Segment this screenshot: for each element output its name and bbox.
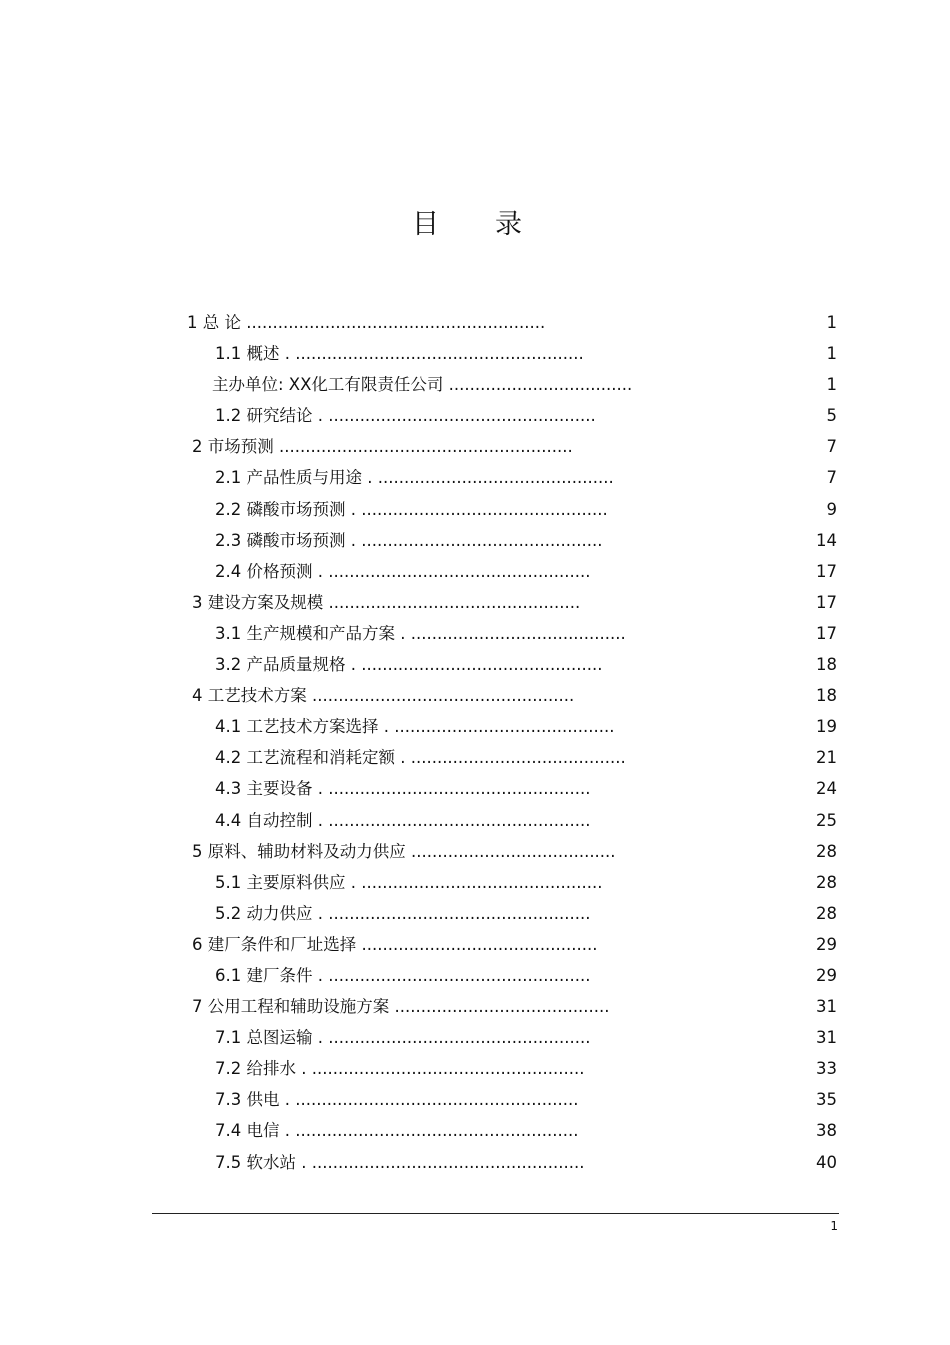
toc-entry-title: 3.2 产品质量规格 . .............................................. [215, 655, 603, 675]
toc-entry[interactable] [0, 587, 950, 618]
footer-divider [152, 1213, 839, 1214]
toc-entry-page-number: 19 [816, 717, 837, 737]
toc-entry-page-number: 29 [816, 934, 837, 954]
toc-entry-page-number: 7 [826, 437, 837, 457]
toc-entry-page-number: 28 [816, 872, 837, 892]
toc-entry-title: 2.2 磷酸市场预测 . ............................................... [215, 499, 608, 519]
toc-entry[interactable] [0, 1053, 950, 1084]
toc-entry-title: 7.4 电信 . ...................................................... [215, 1121, 579, 1141]
toc-entry[interactable] [0, 680, 950, 711]
toc-entry[interactable] [0, 338, 950, 369]
toc-entry-title: 7.3 供电 . ...................................................... [215, 1090, 579, 1110]
toc-entry-title: 5.1 主要原料供应 . .............................................. [215, 872, 603, 892]
toc-entry[interactable] [0, 805, 950, 836]
footer-page-number: 1 [830, 1219, 838, 1233]
toc-entry[interactable] [0, 462, 950, 493]
toc-entry[interactable] [0, 960, 950, 991]
toc-entry-page-number: 18 [816, 655, 837, 675]
toc-entry-page-number: 35 [816, 1090, 837, 1110]
toc-entry[interactable] [0, 711, 950, 742]
toc-entry-title: 2.4 价格预测 . .................................................. [215, 561, 591, 581]
toc-entry-title: 4.3 主要设备 . .................................................. [215, 779, 591, 799]
toc-entry-page-number: 38 [816, 1121, 837, 1141]
toc-entry-title: 1.2 研究结论 . ................................................... [215, 406, 596, 426]
toc-entry[interactable] [0, 929, 950, 960]
toc-entry-page-number: 1 [826, 313, 837, 332]
toc-entry-page-number: 33 [816, 1059, 837, 1079]
toc-entry-title: 5 原料、辅助材料及动力供应 ....................................... [192, 841, 616, 861]
toc-entry-title: 4.1 工艺技术方案选择 . .......................................... [215, 717, 615, 737]
toc-entry[interactable] [0, 867, 950, 898]
toc-entry-page-number: 17 [816, 623, 837, 643]
toc-entry[interactable] [0, 400, 950, 431]
toc-entry[interactable] [0, 525, 950, 556]
toc-entry-page-number: 17 [816, 592, 837, 612]
toc-entry-page-number: 5 [826, 406, 837, 426]
toc-entry-title: 7.1 总图运输 . .................................................. [215, 1028, 591, 1048]
toc-entry-title: 6.1 建厂条件 . .................................................. [215, 965, 591, 985]
toc-entry-title: 主办单位: XX化工有限责任公司 ................................... [212, 375, 633, 395]
toc-entry-title: 2.1 产品性质与用途 . ............................................. [215, 468, 614, 488]
toc-entry-page-number: 18 [816, 686, 837, 706]
toc-entry-title: 2.3 磷酸市场预测 . .............................................. [215, 530, 603, 550]
toc-entry[interactable] [0, 1115, 950, 1146]
toc-entry-page-number: 31 [816, 997, 837, 1017]
toc-entry-page-number: 17 [816, 561, 837, 581]
toc-entry-page-number: 29 [816, 965, 837, 985]
toc-entry[interactable] [0, 307, 950, 338]
toc-entry-title: 3.1 生产规模和产品方案 . ......................................... [215, 623, 626, 643]
toc-entry[interactable] [0, 773, 950, 804]
toc-entry-page-number: 7 [826, 468, 837, 488]
toc-entry-title: 3 建设方案及规模 ................................................ [192, 592, 581, 612]
toc-entry-title: 6 建厂条件和厂址选择 ............................................. [192, 934, 598, 954]
toc-entry[interactable] [0, 991, 950, 1022]
toc-entry-page-number: 1 [826, 375, 837, 395]
toc-entry[interactable] [0, 1084, 950, 1115]
toc-entry-title: 7.2 给排水 . .................................................... [215, 1059, 585, 1079]
toc-entry-title: 5.2 动力供应 . .................................................. [215, 903, 591, 923]
toc-entry[interactable] [0, 494, 950, 525]
page-title: 目录 [412, 209, 578, 240]
toc-entry-page-number: 40 [816, 1152, 837, 1172]
toc-entry[interactable] [0, 431, 950, 462]
toc-entry-page-number: 28 [816, 841, 837, 861]
toc-entry-page-number: 28 [816, 903, 837, 923]
toc-entry-title: 2 市场预测 ........................................................ [192, 437, 573, 457]
table-of-contents [0, 307, 950, 1178]
toc-entry-page-number: 25 [816, 810, 837, 830]
toc-entry-title: 1.1 概述 . ....................................................... [215, 344, 584, 364]
toc-entry-page-number: 1 [826, 344, 837, 364]
toc-entry-page-number: 31 [816, 1028, 837, 1048]
toc-entry-page-number: 14 [816, 530, 837, 550]
toc-entry[interactable] [0, 556, 950, 587]
toc-entry-title: 4 工艺技术方案 .................................................. [192, 686, 575, 706]
toc-entry[interactable] [0, 898, 950, 929]
toc-entry[interactable] [0, 1022, 950, 1053]
toc-entry-page-number: 9 [826, 499, 837, 519]
toc-entry-title: 1 总 论 ......................................................... [187, 313, 546, 332]
toc-entry[interactable] [0, 369, 950, 400]
toc-entry[interactable] [0, 618, 950, 649]
toc-entry-title: 4.2 工艺流程和消耗定额 . ......................................... [215, 748, 626, 768]
toc-entry[interactable] [0, 742, 950, 773]
toc-entry-title: 7 公用工程和辅助设施方案 ......................................... [192, 997, 610, 1017]
toc-entry-page-number: 21 [816, 748, 837, 768]
toc-entry[interactable] [0, 836, 950, 867]
toc-entry-title: 4.4 自动控制 . .................................................. [215, 810, 591, 830]
toc-entry-title: 7.5 软水站 . .................................................... [215, 1152, 585, 1172]
toc-entry[interactable] [0, 649, 950, 680]
toc-entry[interactable] [0, 1147, 950, 1178]
toc-entry-page-number: 24 [816, 779, 837, 799]
